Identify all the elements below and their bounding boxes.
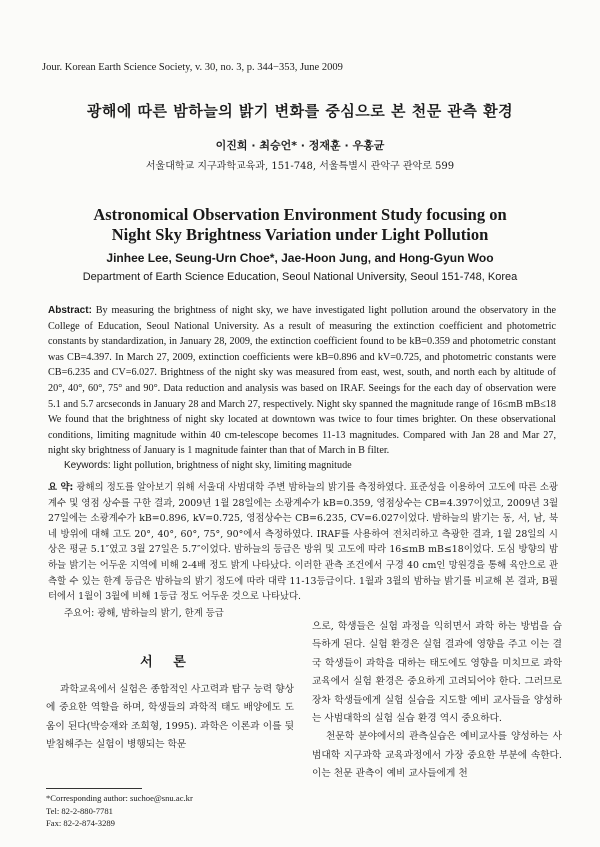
- english-authors: Jinhee Lee, Seung-Urn Choe*, Jae-Hoon Jung, and Hong-Gyun Woo: [106, 251, 494, 265]
- korean-keywords-label: 주요어:: [64, 608, 95, 619]
- english-title-line-1: Astronomical Observation Environment Study focusing on: [93, 205, 507, 224]
- keywords-label: Keywords:: [64, 460, 111, 471]
- right-column-paragraph-2: 천문학 분야에서의 관측실습은 예비교사를 양성하는 사범대학 지구과학 교육과정에서 가장 중요한 부분에 속한다. 이는 천문 관측이 예비 교사들에게 천: [312, 731, 562, 780]
- footnote-divider: [46, 788, 142, 789]
- english-abstract: [48, 303, 556, 459]
- korean-keywords: [64, 605, 564, 619]
- keywords-text: light pollution, brightness of night sky, limiting magnitude: [113, 460, 352, 471]
- korean-keywords-text: 광해, 밤하늘의 밝기, 한계 등급: [97, 608, 224, 619]
- right-column-paragraph-1: 으로, 학생들은 실험 과정을 익히면서 과학 하는 방법을 습득하게 된다. 실험 환경은 실험 결과에 영향을 주고 이는 결국 학생들이 과학을 대하는 태도에도 영향을 미치므로 과학교육에서 실험 환경은 중요하게 고려되어야 한다. 그러므로 장차 학생들에게 실험 실습을 지도할 예비 교사들을 양성하는 사범대학의 실험 실습 환경 역시 중요하다.: [312, 621, 562, 725]
- korean-abstract-text: 광해의 정도를 알아보기 위해 서울대 사범대학 주변 밤하늘의 밝기를 측정하였다. 표준성을 이용하여 고도에 따른 소광 계수 및 영점 상수를 구한 결과, 2009년 1월 28일에는 소광계수가 kB=0.359, 영점상수는 CB=4.397이었고, 2009년 3월 27일에는 소광계수가 kB=0.896, kV=0.725, 영점상수는 CB=6.235, CV=6.027이었다. 밤하늘의 밝기는 동, 서, 남, 북 네 방위에 대해 고도 20°, 40°, 60°, 75°, 90°에서 측정하였다. IRAF를 사용하여 전처리하고 측광한 결과, 1월 28일의 시상은 평균 5.1″였고 3월 27일은 5.7″이었다. 밤하늘의 등급은 방위 및 고도에 따라 16≤mB mB≤18이었다. 도심 방향의 밤하늘 밝기는 어두운 지역에 비해 2-4배 정도 밝게 나타났다. 이러한 관측 조건에서 구경 40 cm인 망원경을 통해 육안으로 관측할 수 있는 한계 등급은 밤하늘의 밝기 정도에 따라 대략 11-13등급이다. 1월과 3월의 밤하늘 밝기를 비교해 본 결과, B필터에서 1월이 3월에 비해 1등급 정도 어두운 것으로 나타났다.: [48, 482, 558, 603]
- english-affiliation: Department of Earth Science Education, Seoul National University, Seoul 151-748, Korea: [82, 271, 518, 283]
- right-column: [312, 618, 562, 784]
- left-column-paragraph: 과학교육에서 실험은 종합적인 사고력과 탐구 능력 향상에 중요한 역할을 하며, 학생들의 과학적 태도 배양에도 도움이 된다(박승재와 조희형, 1995). 과학은 이론과 이를 뒷받침해주는 실험이 병행되는 학문: [46, 684, 294, 751]
- korean-authors: 이진희 · 최승언* · 정재훈 · 우홍균: [215, 139, 385, 152]
- telephone: Tel: 82-2-880-7781: [46, 805, 113, 816]
- korean-affiliation: 서울대학교 지구과학교육과, 151-748, 서울특별시 관악구 관악로 599: [145, 161, 455, 172]
- section-heading-introduction: 서 론: [140, 655, 194, 670]
- abstract-label: Abstract:: [48, 305, 92, 316]
- english-title: [0, 205, 600, 245]
- journal-citation: Jour. Korean Earth Science Society, v. 30, no. 3, p. 344−353, June 2009: [42, 62, 343, 73]
- corresponding-author: *Corresponding author: suchoe@snu.ac.kr: [46, 793, 193, 803]
- korean-abstract-label: 요 약:: [48, 482, 74, 493]
- abstract-text: By measuring the brightness of night sky, we have investigated light pollution around the observatory in the College of Education, Seoul National University. As a result of measuring the extinction coefficient and photometric constants by standardization, in January 28, 2009, the extinction coefficient found to be kB=0.359 and photometric constant was CB=4.397. In March 27, 2009, extinction coefficients were kB=0.896 and kV=0.725, and photometric constants were CB=6.235 and CV=6.027. Brightness of the night sky was measured from east, west, south, and north each by altitude of 20°, 40°, 60°, 75° and 90°. Data reduction and analysis was based on IRAF. Seeings for the each day of observation were 5.1 and 5.7 arcseconds in January 28 and March 27, respectively. Night sky spanned the magnitude range of 16≤mB mB≤18 We found that the brightness of night sky located at downtown was twice to four times brighter. On these observational conditions, limiting magnitude within 40 cm-telescope becomes 11-13 magnitudes. Compared with Jan 28 and Mar 27, night sky brightness of January is 1 magnitude fainter than that of March in B filter.: [48, 305, 556, 457]
- english-keywords: [64, 460, 564, 471]
- korean-title: 광해에 따른 밤하늘의 밝기 변화를 중심으로 본 천문 관측 환경: [86, 102, 514, 120]
- fax: Fax: 82-2-874-3289: [46, 818, 115, 829]
- footnotes: [46, 792, 296, 830]
- korean-abstract: [48, 480, 558, 605]
- english-title-line-2: Night Sky Brightness Variation under Light Pollution: [111, 225, 489, 244]
